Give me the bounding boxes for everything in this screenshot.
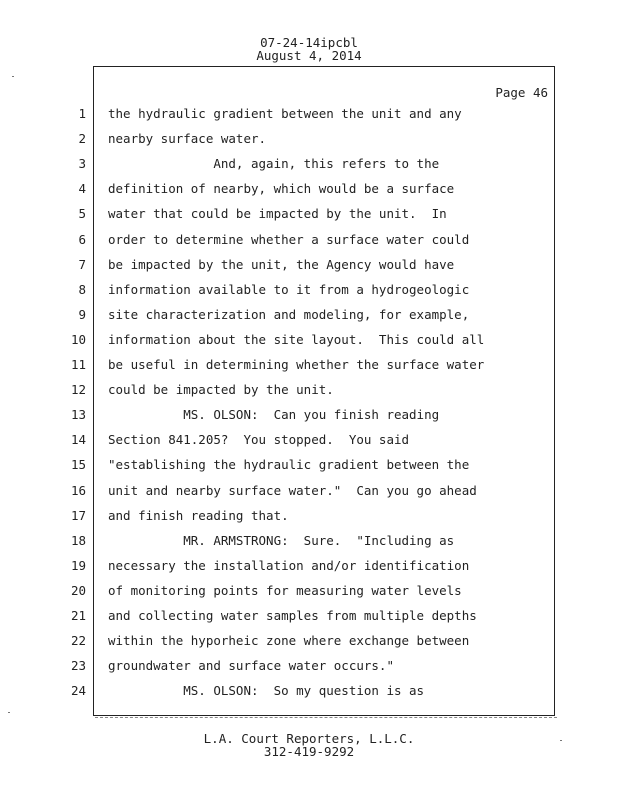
scan-artifact-line: [95, 717, 557, 720]
scan-speck: [8, 712, 10, 713]
line-number: 14: [70, 432, 86, 448]
line-number: 21: [70, 608, 86, 623]
line-number: 22: [70, 633, 86, 649]
transcript-line-text: And, again, this refers to the: [108, 156, 440, 172]
footer-phone: 312-419-9292: [263, 744, 355, 759]
line-number: 13: [70, 407, 86, 423]
line-number: 6: [78, 231, 86, 247]
transcript-line-text: groundwater and surface water occurs.": [108, 658, 394, 674]
transcript-line-text: within the hyporheic zone where exchange between: [108, 633, 470, 649]
line-number: 10: [70, 331, 86, 347]
line-number: 2: [78, 131, 86, 147]
line-number: 24: [70, 683, 86, 699]
transcript-line-text: and collecting water samples from multiple depths: [108, 608, 477, 623]
line-number: 11: [70, 357, 86, 372]
transcript-line-text: unit and nearby surface water." Can you go ahead: [108, 482, 477, 498]
transcript-line-text: the hydraulic gradient between the unit and any: [108, 106, 462, 121]
footer-company: L.A. Court Reporters, L.L.C.: [203, 731, 415, 746]
scan-speck: [12, 76, 14, 77]
transcript-line-text: be impacted by the unit, the Agency would have: [108, 256, 455, 272]
transcript-line-text: information available to it from a hydrogeologic: [108, 281, 470, 297]
line-number: 23: [70, 658, 86, 674]
transcript-line-text: MS. OLSON: Can you finish reading: [108, 407, 440, 423]
line-number: 5: [78, 206, 86, 222]
document-header-title: 07-24-14ipcbl: [260, 35, 358, 50]
line-number: 17: [70, 507, 86, 523]
transcript-line-text: nearby surface water.: [108, 131, 267, 147]
transcript-line-text: MS. OLSON: So my question is as: [108, 683, 425, 699]
transcript-line-text: be useful in determining whether the surface water: [108, 357, 485, 372]
transcript-line-text: could be impacted by the unit.: [108, 382, 334, 398]
transcript-line-text: and finish reading that.: [108, 507, 289, 523]
line-number: 1: [78, 106, 86, 121]
transcript-line-text: necessary the installation and/or identification: [108, 557, 470, 573]
transcript-line-text: site characterization and modeling, for example,: [108, 306, 470, 322]
transcript-line-text: of monitoring points for measuring water levels: [108, 582, 462, 598]
line-number: 16: [70, 482, 86, 498]
page-number: Page 46: [495, 85, 548, 100]
transcript-line-text: Section 841.205? You stopped. You said: [108, 432, 410, 448]
line-number: 4: [78, 181, 86, 197]
transcript-line-text: water that could be impacted by the unit. In: [108, 206, 447, 222]
line-number: 19: [70, 557, 86, 573]
transcript-line-text: MR. ARMSTRONG: Sure. "Including as: [108, 532, 455, 548]
line-number: 18: [70, 532, 86, 548]
transcript-line-text: definition of nearby, which would be a surface: [108, 181, 455, 197]
transcript-line-text: information about the site layout. This could all: [108, 331, 485, 347]
line-number: 12: [70, 382, 86, 398]
line-number: 20: [70, 582, 86, 598]
line-number: 15: [70, 457, 86, 473]
transcript-line-text: order to determine whether a surface water could: [108, 231, 470, 247]
document-header-date: August 4, 2014: [256, 48, 362, 63]
line-number: 3: [78, 156, 86, 172]
transcript-line-text: "establishing the hydraulic gradient between the: [108, 457, 470, 473]
line-number: 8: [78, 281, 86, 297]
line-number: 9: [78, 306, 86, 322]
line-number: 7: [78, 256, 86, 272]
